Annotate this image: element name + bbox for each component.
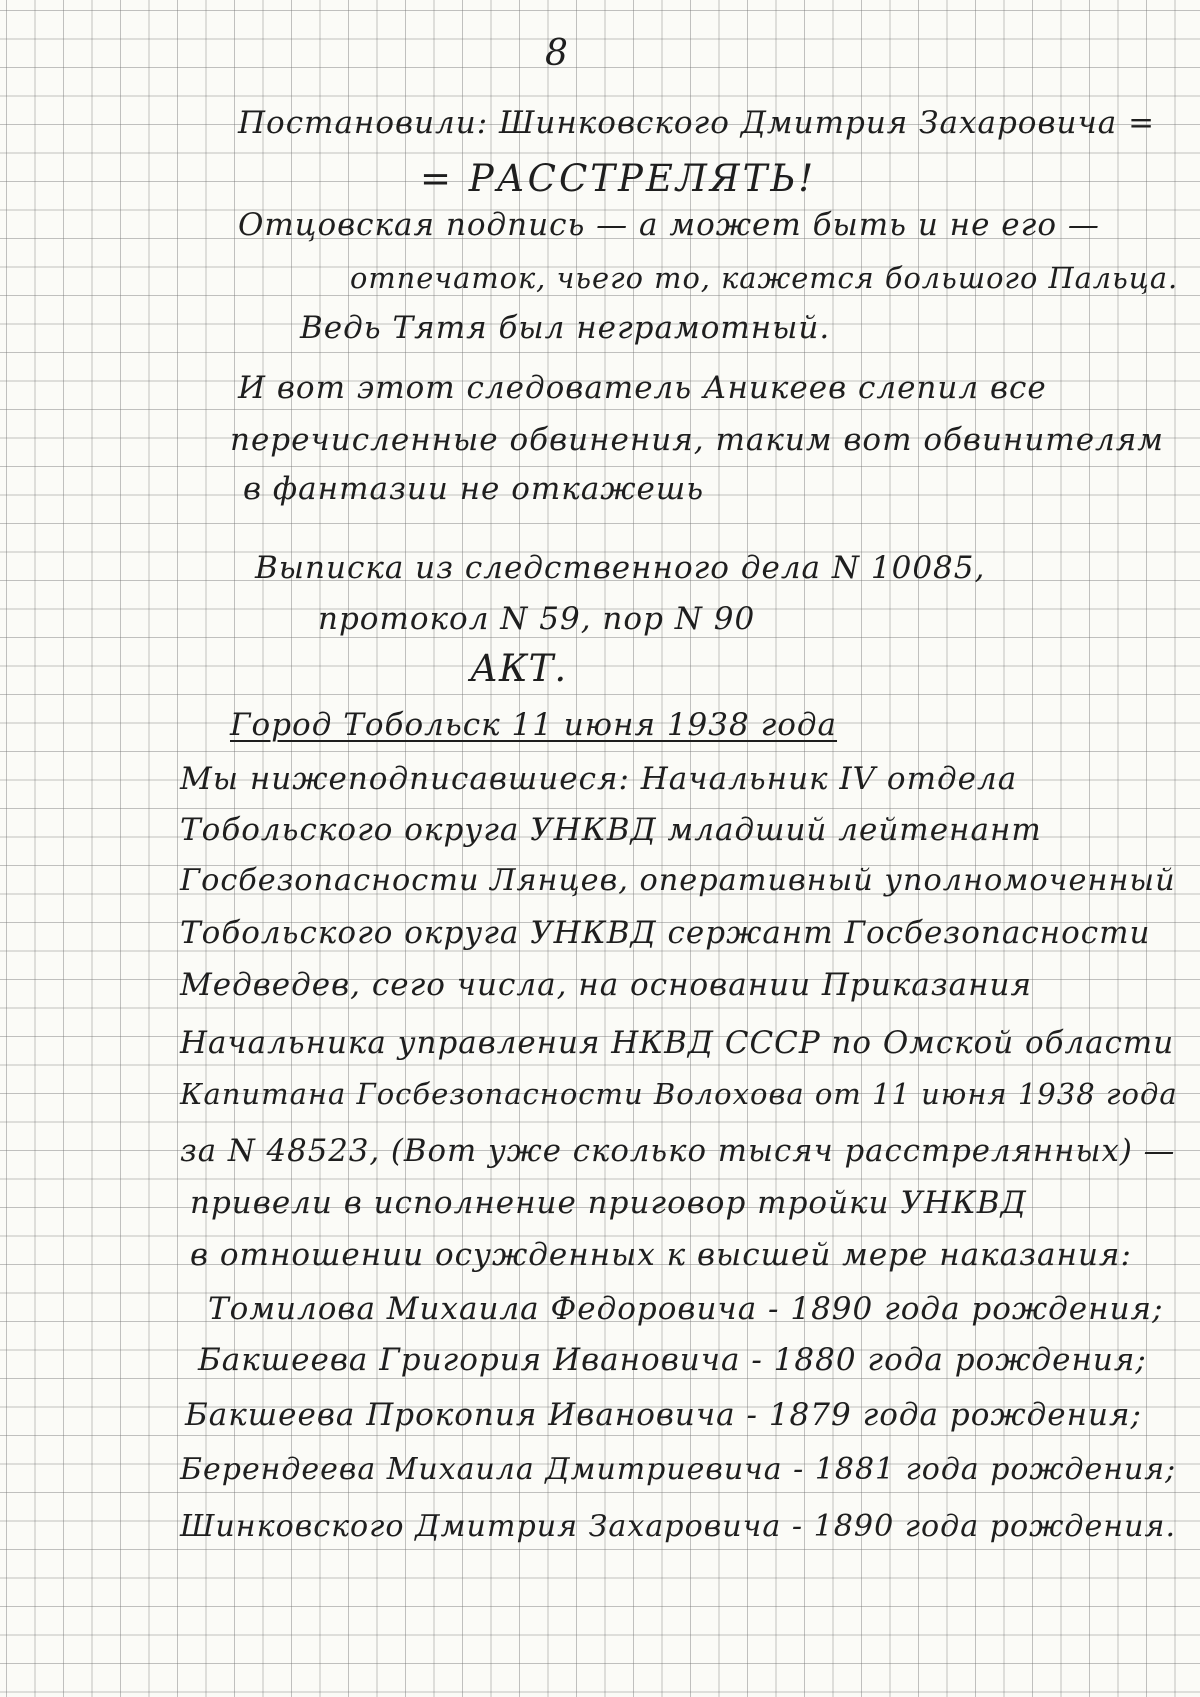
text-line: Мы нижеподписавшиеся: Начальник IV отдела (180, 761, 1018, 797)
list-item: Бакшеева Григория Ивановича - 1880 года рождения; (198, 1342, 1147, 1378)
document-title: АКТ. (470, 647, 568, 690)
page-number: 8 (545, 33, 569, 74)
text-line: в фантазии не откажешь (243, 471, 705, 507)
text-line: за N 48523, (Вот уже сколько тысяч расстрелянных) — (180, 1133, 1176, 1169)
text-line: протокол N 59, пор N 90 (318, 601, 756, 637)
list-item: Шинковского Дмитрия Захаровича - 1890 года рождения. (180, 1509, 1177, 1544)
text-line: перечисленные обвинения, таким вот обвинителям (230, 422, 1165, 458)
text-line: привели в исполнение приговор тройки УНКВД (190, 1185, 1027, 1221)
text-line: Тобольского округа УНКВД сержант Госбезопасности (180, 915, 1151, 951)
text-line: Отцовская подпись — а может быть и не его — (238, 207, 1100, 243)
text-line: Тобольского округа УНКВД младший лейтенант (180, 812, 1042, 848)
text-line: Постановили: Шинковского Дмитрия Захаровича = (238, 105, 1156, 141)
text-line: Госбезопасности Лянцев, оперативный уполномоченный (180, 863, 1176, 898)
list-item: Томилова Михаила Федоровича - 1890 года рождения; (208, 1291, 1164, 1327)
text-line: = РАССТРЕЛЯТЬ! (420, 157, 817, 200)
text-line: Медведев, сего числа, на основании Приказания (180, 967, 1033, 1003)
text-line: И вот этот следователь Аникеев слепил все (238, 370, 1047, 406)
text-line: Ведь Тятя был неграмотный. (300, 310, 831, 346)
text-line: Город Тобольск 11 июня 1938 года (230, 707, 838, 743)
text-line: Капитана Госбезопасности Волохова от 11 июня 1938 года (180, 1077, 1178, 1111)
text-line: в отношении осужденных к высшей мере наказания: (190, 1237, 1132, 1273)
list-item: Бакшеева Прокопия Ивановича - 1879 года рождения; (185, 1397, 1142, 1433)
text-line: отпечаток, чьего то, кажется большого Пальца. (350, 261, 1179, 295)
text-line: Начальника управления НКВД СССР по Омской области (180, 1025, 1175, 1061)
list-item: Берендеева Михаила Дмитриевича - 1881 года рождения; (180, 1452, 1177, 1487)
text-line: Выписка из следственного дела N 10085, (255, 550, 986, 586)
